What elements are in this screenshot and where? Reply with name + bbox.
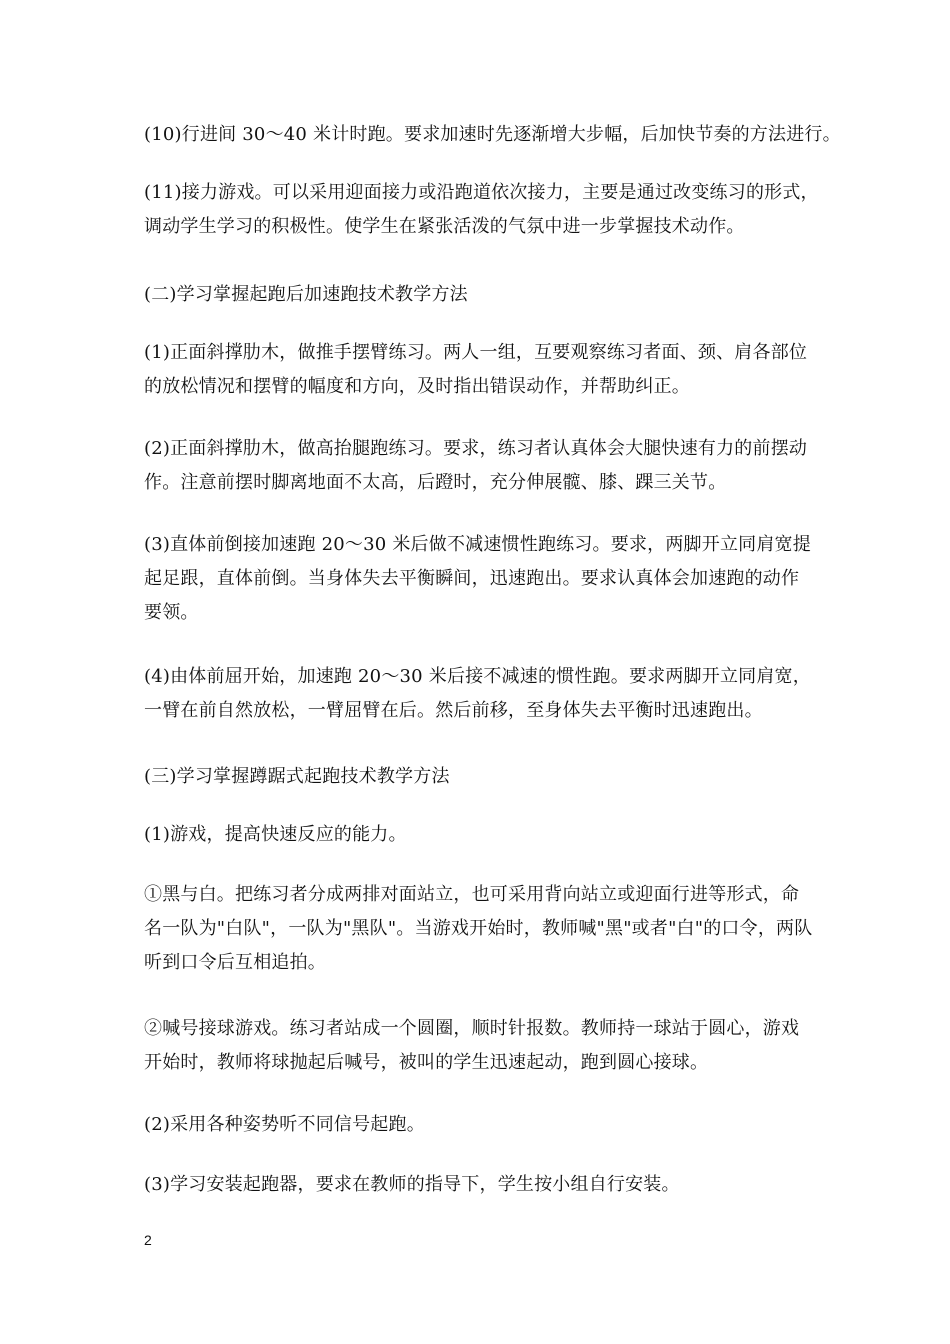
text-line: (11)接力游戏。可以采用迎面接力或沿跑道依次接力，主要是通过改变练习的形式， (144, 182, 819, 203)
paragraph-2-4 (144, 660, 809, 728)
paragraph-3-2 (144, 1108, 809, 1142)
text-line: ①黑与白。把练习者分成两排对面站立，也可采用背向站立或迎面行进等形式，命 (144, 884, 800, 905)
text-line: (3)学习安装起跑器，要求在教师的指导下，学生按小组自行安装。 (144, 1174, 680, 1195)
text-line: 听到口令后互相追拍。 (144, 952, 326, 973)
paragraph-item-10 (144, 118, 841, 152)
page-number: 2 (144, 1232, 152, 1248)
text-line: 一臂在前自然放松，一臂屈臂在后。然后前移，至身体失去平衡时迅速跑出。 (144, 700, 763, 721)
text-line: (1)游戏，提高快速反应的能力。 (144, 824, 407, 845)
paragraph-item-11 (144, 176, 819, 244)
text-line: 作。注意前摆时脚离地面不太高，后蹬时，充分伸展髋、膝、踝三关节。 (144, 472, 727, 493)
paragraph-2-2 (144, 432, 809, 500)
paragraph-3-3 (144, 1168, 809, 1202)
section-heading-3 (144, 760, 809, 794)
text-line: 名一队为"白队"，一队为"黑队"。当游戏开始时，教师喊"黑"或者"白"的口令，两队 (144, 918, 813, 939)
paragraph-3-1-a (144, 878, 813, 980)
text-line: (二)学习掌握起跑后加速跑技术教学方法 (144, 284, 468, 305)
text-line: 开始时，教师将球抛起后喊号，被叫的学生迅速起动，跑到圆心接球。 (144, 1052, 709, 1073)
section-heading-2 (144, 278, 809, 312)
text-line: (10)行进间 30～40 米计时跑。要求加速时先逐渐增大步幅，后加快节奏的方法进行。 (144, 124, 841, 145)
text-line: (2)正面斜撑肋木，做高抬腿跑练习。要求，练习者认真体会大腿快速有力的前摆动 (144, 438, 808, 459)
text-line: ②喊号接球游戏。练习者站成一个圆圈，顺时针报数。教师持一球站于圆心，游戏 (144, 1018, 800, 1039)
text-line: 调动学生学习的积极性。使学生在紧张活泼的气氛中进一步掌握技术动作。 (144, 216, 745, 237)
text-line: (三)学习掌握蹲踞式起跑技术教学方法 (144, 766, 450, 787)
paragraph-2-1 (144, 336, 809, 404)
text-line: (3)直体前倒接加速跑 20～30 米后做不减速惯性跑练习。要求，两脚开立同肩宽提 (144, 534, 811, 555)
paragraph-2-3 (144, 528, 809, 630)
text-line: 起足跟，直体前倒。当身体失去平衡瞬间，迅速跑出。要求认真体会加速跑的动作 (144, 568, 800, 589)
text-line: (2)采用各种姿势听不同信号起跑。 (144, 1114, 425, 1135)
text-line: 的放松情况和摆臂的幅度和方向，及时指出错误动作，并帮助纠正。 (144, 376, 690, 397)
text-line: 要领。 (144, 602, 199, 623)
paragraph-3-1-b (144, 1012, 809, 1080)
paragraph-3-1 (144, 818, 809, 852)
text-line: (1)正面斜撑肋木，做推手摆臂练习。两人一组，互要观察练习者面、颈、肩各部位 (144, 342, 808, 363)
text-line: (4)由体前屈开始，加速跑 20～30 米后接不减速的惯性跑。要求两脚开立同肩宽， (144, 666, 811, 687)
